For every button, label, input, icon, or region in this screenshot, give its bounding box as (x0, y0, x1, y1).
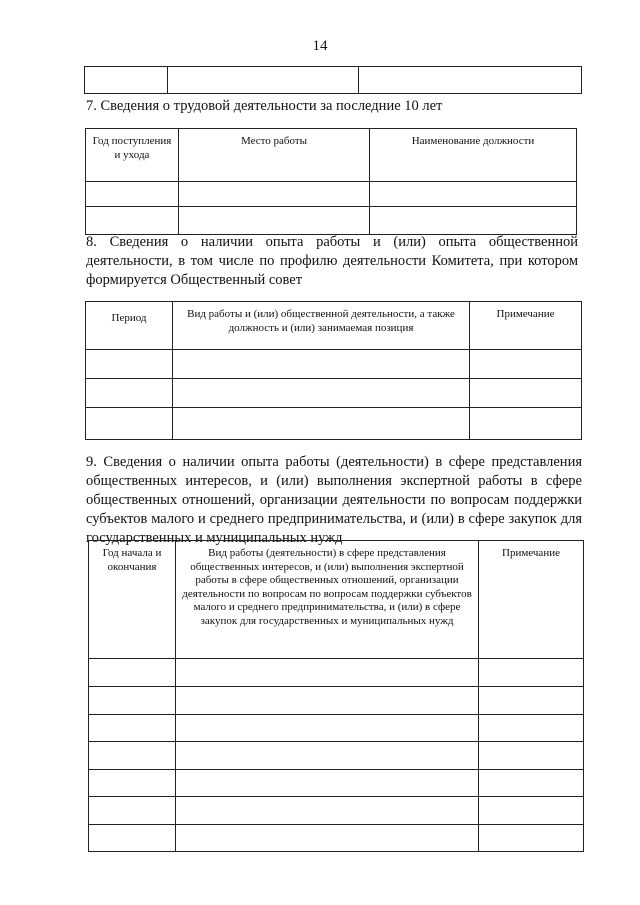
table-cell[interactable] (86, 182, 179, 207)
table-cell[interactable] (479, 770, 584, 797)
table-row (89, 687, 584, 715)
table-cell[interactable] (176, 797, 479, 825)
table-cell[interactable] (370, 182, 577, 207)
public-interest-experience-table (88, 540, 584, 852)
table-cell[interactable] (479, 715, 584, 742)
table-cell[interactable] (89, 797, 176, 825)
table-cell (85, 67, 168, 94)
page-number: 14 (312, 38, 328, 54)
section-9-paragraph: 9. Сведения о наличии опыта работы (деятельности) в сфере представления общественных интересов, и (или) выполнения экспертной работы в сфере общественных отношений, организации деятельности по вопросам поддержки субъектов малого и среднего предпринимательства, и (или) в сфере закупок для государственных и муниципальных нужд (86, 454, 582, 546)
table-cell[interactable] (89, 825, 176, 852)
table-row (86, 350, 582, 379)
table-row (89, 825, 584, 852)
table-cell[interactable] (479, 687, 584, 715)
table-row (89, 715, 584, 742)
table-row (89, 797, 584, 825)
table-cell[interactable] (479, 659, 584, 687)
table-cell[interactable] (176, 742, 479, 770)
table-cell[interactable] (176, 687, 479, 715)
table-cell[interactable] (179, 207, 370, 235)
table-cell (168, 67, 359, 94)
table-cell[interactable] (173, 379, 470, 408)
table-cell[interactable] (479, 825, 584, 852)
table-cell[interactable] (89, 770, 176, 797)
table-cell[interactable] (470, 408, 582, 440)
table-cell[interactable] (176, 825, 479, 852)
section-7-heading: 7. Сведения о трудовой деятельности за последние 10 лет (86, 98, 443, 114)
table-row (86, 182, 577, 207)
table-row (86, 207, 577, 235)
table-cell[interactable] (470, 350, 582, 379)
table-cell[interactable] (173, 350, 470, 379)
table-cell[interactable] (479, 797, 584, 825)
section-8-paragraph: 8. Сведения о наличии опыта работы и (или) опыта общественной деятельности, в том числе по профилю деятельности Комитета, при котором формируется Общественный совет (86, 234, 578, 288)
table-cell[interactable] (89, 687, 176, 715)
table-cell[interactable] (370, 207, 577, 235)
employment-history-table (85, 128, 577, 235)
table-cell[interactable] (89, 742, 176, 770)
column-header-position: Наименование должности (370, 129, 577, 182)
table-cell[interactable] (86, 350, 173, 379)
column-header-note: Примечание (479, 541, 584, 659)
table-cell[interactable] (176, 770, 479, 797)
table-row (89, 770, 584, 797)
table-cell (359, 67, 582, 94)
table-row (89, 742, 584, 770)
table-cell[interactable] (479, 742, 584, 770)
table-row (89, 659, 584, 687)
column-header-activity-type: Вид работы (деятельности) в сфере представления общественных интересов, и (или) выполнения экспертной работы в сфере общественных отношений, организации деятельности по вопросам по вопросам поддержки субъектов малого и среднего предпринимательства, и (или) в сфере закупок для государственных и муниципальных нужд (176, 541, 479, 659)
table-row (86, 379, 582, 408)
table-cell[interactable] (176, 715, 479, 742)
table-cell[interactable] (89, 659, 176, 687)
previous-table-remnant (84, 66, 582, 94)
table-cell[interactable] (179, 182, 370, 207)
experience-table (85, 301, 582, 440)
column-header-period: Период (86, 302, 173, 350)
table-cell[interactable] (176, 659, 479, 687)
table-cell[interactable] (86, 379, 173, 408)
column-header-note: Примечание (470, 302, 582, 350)
column-header-years: Год начала и окончания (89, 541, 176, 659)
table-cell[interactable] (470, 379, 582, 408)
table-row (86, 408, 582, 440)
column-header-year: Год поступления и ухода (86, 129, 179, 182)
column-header-work-type: Вид работы и (или) общественной деятельности, а также должность и (или) занимаемая позиция (173, 302, 470, 350)
table-cell[interactable] (89, 715, 176, 742)
table-cell[interactable] (86, 408, 173, 440)
table-cell[interactable] (173, 408, 470, 440)
column-header-workplace: Место работы (179, 129, 370, 182)
table-cell[interactable] (86, 207, 179, 235)
